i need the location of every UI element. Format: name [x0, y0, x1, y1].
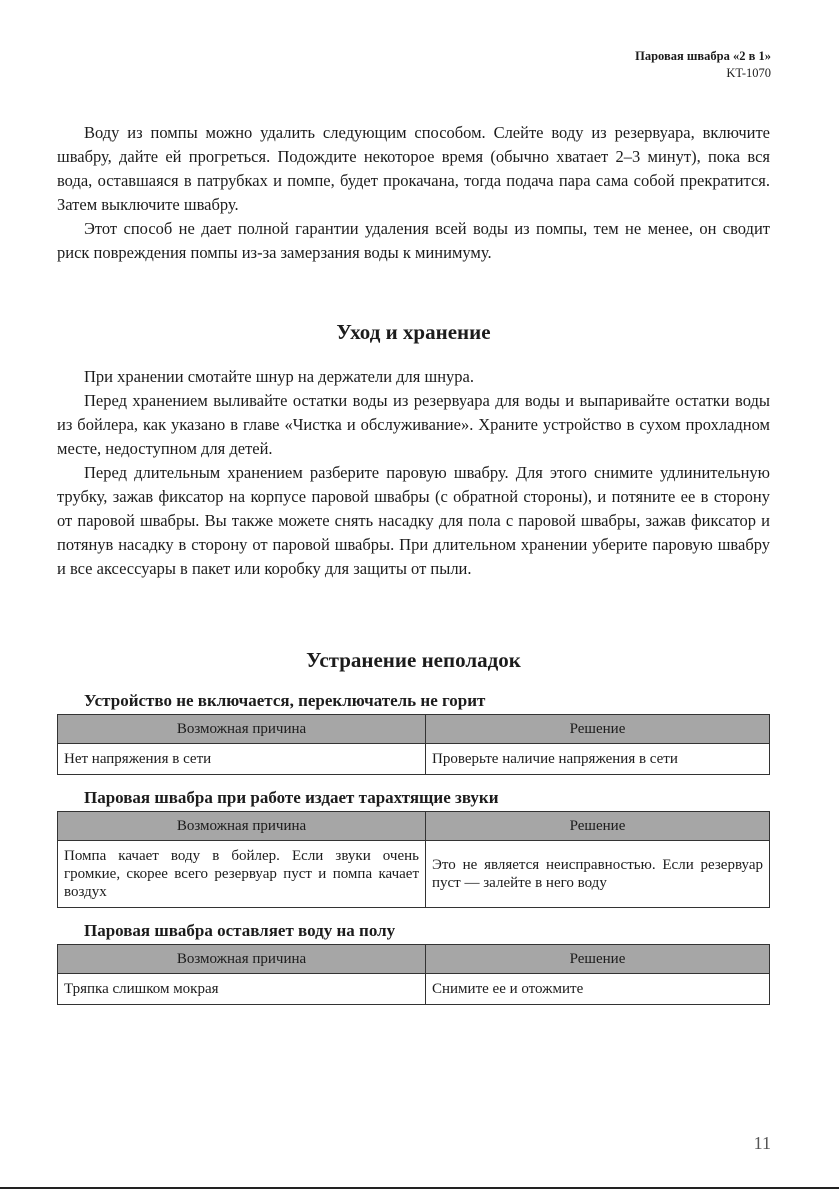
issue-table	[57, 944, 770, 1005]
model-number: KT-1070	[726, 66, 771, 80]
cause-cell: Нет напряжения в сети	[58, 744, 426, 775]
care-paragraph: Перед хранением выливайте остатки воды из резервуара для воды и выпаривайте остатки воды из бойлера, как указано в главе «Чистка и обслуживание». Храните устройство в сухом прохладном месте, недоступном для детей.	[57, 391, 770, 458]
care-section	[57, 318, 770, 581]
solution-cell: Проверьте наличие напряжения в сети	[426, 744, 770, 775]
column-header-cause: Возможная причина	[58, 812, 426, 841]
table-header-row	[58, 945, 770, 974]
cause-cell: Тряпка слишком мокрая	[58, 974, 426, 1005]
issue-title: Устройство не включается, переключатель не горит	[84, 691, 486, 710]
column-header-solution: Решение	[426, 715, 770, 744]
table-row	[58, 841, 770, 908]
column-header-cause: Возможная причина	[58, 945, 426, 974]
care-paragraph: Перед длительным хранением разберите паровую швабру. Для этого снимите удлинительную трубку, зажав фиксатор на корпусе паровой швабры (с обратной стороны), и потяните ее в сторону от паровой швабры. Вы также можете снять насадку для пола с паровой швабры, зажав фиксатор и потянув насадку в сторону от паровой швабры. При длительном хранении уберите паровую швабру и все аксессуары в пакет или коробку для защиты от пыли.	[57, 463, 770, 578]
intro-paragraph: Воду из помпы можно удалить следующим способом. Слейте воду из резервуара, включите швабру, дайте ей прогреться. Подождите некоторое время (обычно хватает 2–3 минут), пока вся вода, оставшаяся в патрубках и помпе, будет прокачана, тогда подача пара сама собой прекратится. Затем выключите швабру.	[57, 123, 770, 214]
intro-section	[57, 121, 770, 265]
issue-table	[57, 811, 770, 908]
solution-cell: Снимите ее и отожмите	[426, 974, 770, 1005]
issue-block	[57, 787, 770, 908]
solution-cell: Это не является неисправностью. Если резервуар пуст — залейте в него воду	[426, 841, 770, 908]
intro-paragraph: Этот способ не дает полной гарантии удаления всей воды из помпы, тем не менее, он сводит риск повреждения помпы из-за замерзания воды к минимуму.	[57, 219, 770, 262]
column-header-solution: Решение	[426, 945, 770, 974]
table-header-row	[58, 715, 770, 744]
table-row	[58, 744, 770, 775]
issue-title: Паровая швабра оставляет воду на полу	[84, 921, 396, 940]
bottom-rule	[0, 1187, 839, 1189]
cause-cell: Помпа качает воду в бойлер. Если звуки очень громкие, скорее всего резервуар пуст и помпа качает воздух	[58, 841, 426, 908]
issue-block	[57, 690, 770, 775]
product-title: Паровая швабра «2 в 1»	[635, 49, 771, 63]
table-header-row	[58, 812, 770, 841]
care-paragraph: При хранении смотайте шнур на держатели для шнура.	[84, 367, 474, 386]
table-row	[58, 974, 770, 1005]
running-header	[635, 48, 771, 82]
page-number: 11	[753, 1133, 771, 1153]
troubleshooting-heading: Устранение неполадок	[306, 648, 521, 672]
issue-table	[57, 714, 770, 775]
column-header-solution: Решение	[426, 812, 770, 841]
issue-title: Паровая швабра при работе издает тарахтящие звуки	[84, 788, 499, 807]
troubleshooting-section	[57, 646, 770, 1017]
care-heading: Уход и хранение	[336, 320, 491, 344]
column-header-cause: Возможная причина	[58, 715, 426, 744]
issue-block	[57, 920, 770, 1005]
